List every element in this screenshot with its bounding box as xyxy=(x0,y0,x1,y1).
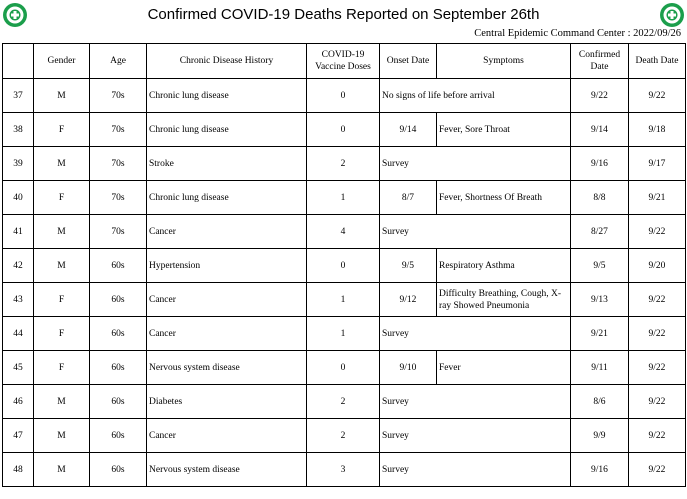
age-cell: 60s xyxy=(90,283,147,317)
onset-date-cell: Survey xyxy=(380,385,571,419)
onset-date-cell: Survey xyxy=(380,317,571,351)
gender-cell: F xyxy=(34,181,90,215)
symptoms-cell: Fever xyxy=(437,351,571,385)
death-date-cell: 9/20 xyxy=(629,249,686,283)
chronic-disease-cell: Chronic lung disease xyxy=(147,113,307,147)
age-cell: 60s xyxy=(90,249,147,283)
death-date-cell: 9/21 xyxy=(629,181,686,215)
death-date-cell: 9/18 xyxy=(629,113,686,147)
symptoms-cell: Fever, Shortness Of Breath xyxy=(437,181,571,215)
gender-cell: F xyxy=(34,283,90,317)
gender-cell: M xyxy=(34,79,90,113)
onset-date-cell: 8/7 xyxy=(380,181,437,215)
confirmed-date-cell: 9/5 xyxy=(571,249,629,283)
death-date-cell: 9/22 xyxy=(629,419,686,453)
chronic-disease-cell: Diabetes xyxy=(147,385,307,419)
column-header xyxy=(3,44,34,79)
chronic-disease-cell: Cancer xyxy=(147,317,307,351)
confirmed-date-cell: 9/13 xyxy=(571,283,629,317)
table-header-row xyxy=(3,44,686,79)
case-number-cell: 47 xyxy=(3,419,34,453)
age-cell: 60s xyxy=(90,453,147,487)
confirmed-date-cell: 9/16 xyxy=(571,147,629,181)
vaccine-doses-cell: 2 xyxy=(307,385,380,419)
onset-date-cell: 9/12 xyxy=(380,283,437,317)
vaccine-doses-cell: 0 xyxy=(307,249,380,283)
vaccine-doses-cell: 1 xyxy=(307,317,380,351)
case-number-cell: 43 xyxy=(3,283,34,317)
onset-date-cell: 9/10 xyxy=(380,351,437,385)
column-header: Chronic Disease History xyxy=(147,44,307,79)
chronic-disease-cell: Chronic lung disease xyxy=(147,79,307,113)
gender-cell: M xyxy=(34,215,90,249)
chronic-disease-cell: Cancer xyxy=(147,215,307,249)
column-header: Gender xyxy=(34,44,90,79)
death-date-cell: 9/22 xyxy=(629,215,686,249)
age-cell: 60s xyxy=(90,351,147,385)
column-header: Age xyxy=(90,44,147,79)
vaccine-doses-cell: 0 xyxy=(307,351,380,385)
chronic-disease-cell: Hypertension xyxy=(147,249,307,283)
column-header: Onset Date xyxy=(380,44,437,79)
confirmed-date-cell: 9/21 xyxy=(571,317,629,351)
vaccine-doses-cell: 1 xyxy=(307,283,380,317)
death-date-cell: 9/22 xyxy=(629,317,686,351)
death-date-cell: 9/22 xyxy=(629,453,686,487)
case-number-cell: 45 xyxy=(3,351,34,385)
onset-date-cell: Survey xyxy=(380,453,571,487)
source-note: Central Epidemic Command Center : 2022/09/26 xyxy=(474,28,681,39)
chronic-disease-cell: Chronic lung disease xyxy=(147,181,307,215)
table-row xyxy=(3,453,686,487)
confirmed-date-cell: 9/16 xyxy=(571,453,629,487)
vaccine-doses-cell: 2 xyxy=(307,419,380,453)
table-row xyxy=(3,113,686,147)
onset-date-cell: Survey xyxy=(380,215,571,249)
table-row xyxy=(3,215,686,249)
chronic-disease-cell: Cancer xyxy=(147,283,307,317)
symptoms-cell: Fever, Sore Throat xyxy=(437,113,571,147)
age-cell: 60s xyxy=(90,317,147,351)
gender-cell: F xyxy=(34,317,90,351)
death-date-cell: 9/22 xyxy=(629,351,686,385)
symptoms-cell: Difficulty Breathing, Cough, X-ray Showed Pneumonia xyxy=(437,283,571,317)
table-row xyxy=(3,79,686,113)
table-row xyxy=(3,317,686,351)
cecc-logo-icon xyxy=(659,2,685,28)
gender-cell: F xyxy=(34,113,90,147)
confirmed-date-cell: 8/27 xyxy=(571,215,629,249)
deaths-table xyxy=(2,43,686,487)
gender-cell: M xyxy=(34,453,90,487)
confirmed-date-cell: 9/9 xyxy=(571,419,629,453)
chronic-disease-cell: Stroke xyxy=(147,147,307,181)
case-number-cell: 44 xyxy=(3,317,34,351)
age-cell: 70s xyxy=(90,79,147,113)
case-number-cell: 40 xyxy=(3,181,34,215)
page-title: Confirmed COVID-19 Deaths Reported on September 26th xyxy=(147,6,540,23)
vaccine-doses-cell: 0 xyxy=(307,113,380,147)
case-number-cell: 37 xyxy=(3,79,34,113)
column-header: Death Date xyxy=(629,44,686,79)
chronic-disease-cell: Nervous system disease xyxy=(147,453,307,487)
table-row xyxy=(3,147,686,181)
case-number-cell: 39 xyxy=(3,147,34,181)
case-number-cell: 48 xyxy=(3,453,34,487)
confirmed-date-cell: 8/6 xyxy=(571,385,629,419)
death-date-cell: 9/22 xyxy=(629,79,686,113)
chronic-disease-cell: Nervous system disease xyxy=(147,351,307,385)
vaccine-doses-cell: 2 xyxy=(307,147,380,181)
onset-date-cell: No signs of life before arrival xyxy=(380,79,571,113)
death-date-cell: 9/22 xyxy=(629,385,686,419)
onset-date-cell: 9/14 xyxy=(380,113,437,147)
vaccine-doses-cell: 1 xyxy=(307,181,380,215)
table-row xyxy=(3,351,686,385)
chronic-disease-cell: Cancer xyxy=(147,419,307,453)
case-number-cell: 46 xyxy=(3,385,34,419)
gender-cell: F xyxy=(34,351,90,385)
case-number-cell: 41 xyxy=(3,215,34,249)
gender-cell: M xyxy=(34,419,90,453)
vaccine-doses-cell: 3 xyxy=(307,453,380,487)
table-row xyxy=(3,385,686,419)
vaccine-doses-cell: 4 xyxy=(307,215,380,249)
age-cell: 70s xyxy=(90,181,147,215)
table-row xyxy=(3,283,686,317)
age-cell: 70s xyxy=(90,147,147,181)
age-cell: 60s xyxy=(90,385,147,419)
symptoms-cell: Respiratory Asthma xyxy=(437,249,571,283)
age-cell: 70s xyxy=(90,215,147,249)
death-date-cell: 9/17 xyxy=(629,147,686,181)
case-number-cell: 38 xyxy=(3,113,34,147)
table-row xyxy=(3,181,686,215)
onset-date-cell: 9/5 xyxy=(380,249,437,283)
column-header: Symptoms xyxy=(437,44,571,79)
confirmed-date-cell: 9/22 xyxy=(571,79,629,113)
confirmed-date-cell: 9/11 xyxy=(571,351,629,385)
table-body xyxy=(3,79,686,487)
confirmed-date-cell: 8/8 xyxy=(571,181,629,215)
table-row xyxy=(3,419,686,453)
column-header: COVID-19 Vaccine Doses xyxy=(307,44,380,79)
onset-date-cell: Survey xyxy=(380,147,571,181)
onset-date-cell: Survey xyxy=(380,419,571,453)
confirmed-date-cell: 9/14 xyxy=(571,113,629,147)
age-cell: 60s xyxy=(90,419,147,453)
gender-cell: M xyxy=(34,249,90,283)
column-header: Confirmed Date xyxy=(571,44,629,79)
case-number-cell: 42 xyxy=(3,249,34,283)
age-cell: 70s xyxy=(90,113,147,147)
vaccine-doses-cell: 0 xyxy=(307,79,380,113)
table-row xyxy=(3,249,686,283)
gender-cell: M xyxy=(34,385,90,419)
gender-cell: M xyxy=(34,147,90,181)
death-date-cell: 9/22 xyxy=(629,283,686,317)
